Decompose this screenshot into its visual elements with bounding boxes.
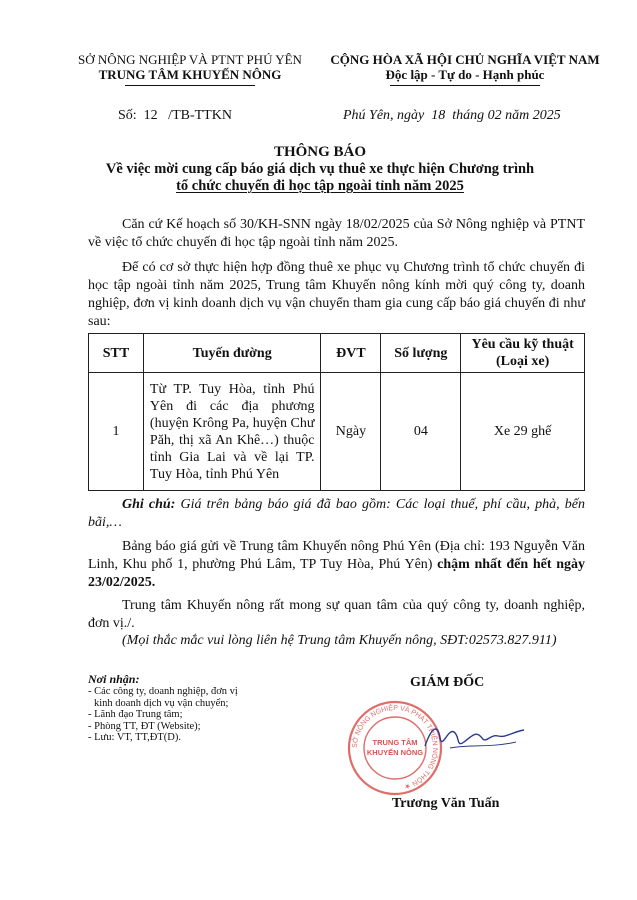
country-line1: CỘNG HÒA XÃ HỘI CHỦ NGHĨA VIỆT NAM — [330, 52, 600, 67]
paragraph-send — [88, 538, 585, 592]
deadline-text: chậm nhất đến hết ngày 23/02/2025. — [88, 557, 585, 590]
paragraph-basis: Căn cứ Kế hoạch số 30/KH-SNN ngày 18/02/2025 của Sở Nông nghiệp và PTNT về việc tổ chức chuyến đi học tập ngoài tỉnh năm 2025. — [88, 217, 585, 250]
agency-line1: SỞ NÔNG NGHIỆP VÀ PTNT PHÚ YÊN — [78, 52, 302, 67]
notice-subject-line1: Về việc mời cung cấp báo giá dịch vụ thuê xe thực hiện Chương trình — [105, 161, 535, 177]
svg-text:SỞ NÔNG NGHIỆP VÀ PHÁT TRIỂN N: SỞ NÔNG NGHIỆP VÀ PHÁT TRIỂN NÔNG THÔN ★ — [351, 704, 439, 790]
recipients-block — [88, 672, 288, 744]
handwritten-signature-icon — [420, 718, 530, 758]
place-date: Phú Yên, ngày 18 tháng 02 năm 2025 — [343, 108, 561, 123]
col-header-route: Tuyến đường — [143, 334, 321, 373]
table-header-row — [89, 334, 585, 373]
country-header — [320, 52, 610, 86]
req-line2: (Loại xe) — [496, 354, 550, 369]
recipient-item: - Phòng TT, ĐT (Website); — [88, 720, 201, 732]
note-label: Ghi chú: — [122, 497, 176, 512]
req-line1: Yêu cầu kỹ thuật — [471, 337, 574, 352]
director-title: GIÁM ĐỐC — [410, 675, 485, 690]
doc-number: Số: 12 /TB-TTKN — [118, 108, 232, 123]
motto-underline — [390, 85, 540, 86]
agency-line2: TRUNG TÂM KHUYẾN NÔNG — [98, 67, 282, 82]
contact-note: (Mọi thắc mắc vui lòng liên hệ Trung tâm Khuyến nông, SĐT:02573.827.911) — [122, 633, 557, 648]
cell-qty: 04 — [381, 373, 461, 491]
country-line2: Độc lập - Tự do - Hạnh phúc — [385, 67, 545, 82]
col-header-requirement — [461, 334, 585, 373]
paragraph-invitation: Để có cơ sở thực hiện hợp đồng thuê xe phục vụ Chương trình tổ chức chuyến đi học tập ngoài tỉnh năm 2025, Trung tâm Khuyến nông kính mời quý công ty, doanh nghiệp, đơn vị kinh doanh dịch vụ vận chuyển tham gia cung cấp báo giá chuyến đi như sau: — [88, 260, 585, 329]
recipient-item: - Lãnh đạo Trung tâm; — [88, 709, 183, 720]
table-row — [89, 373, 585, 491]
cell-route: Từ TP. Tuy Hòa, tỉnh Phú Yên đi các địa phương (huyện Krông Pa, huyện Chư Păh, thị xã An Khê…) thuộc tỉnh Gia Lai và về lại TP. Tuy Hòa, tỉnh Phú Yên — [143, 373, 321, 491]
recipient-item: kinh doanh dịch vụ vận chuyển; — [94, 697, 229, 709]
cell-stt: 1 — [89, 373, 144, 491]
note-text: Giá trên bảng báo giá đã bao gồm: Các loại thuế, phí cầu, phà, bến bãi,… — [88, 497, 586, 530]
col-header-unit: ĐVT — [321, 334, 381, 373]
send-text: Bảng báo giá gửi về Trung tâm Khuyến nông Phú Yên (Địa chỉ: 193 Nguyễn Văn Linh, Khu phố 1, phường Phú Lâm, TP Tuy Hòa, Phú Yên) — [88, 539, 585, 572]
paragraph-closing: Trung tâm Khuyến nông rất mong sự quan tâm của quý công ty, doanh nghiệp, đơn vị./. — [88, 598, 585, 631]
notice-subject-line2 — [60, 178, 580, 195]
recipient-item: - Lưu: VT, TT,ĐT(D). — [88, 732, 181, 743]
subject-text: tổ chức chuyến đi học tập ngoài tỉnh năm 2025 — [176, 178, 464, 194]
svg-text:KHUYẾN NÔNG: KHUYẾN NÔNG — [366, 748, 424, 757]
quote-table — [88, 333, 585, 491]
note — [88, 496, 585, 532]
director-name: Trương Văn Tuấn — [392, 796, 500, 811]
recipients-label: Nơi nhận: — [88, 672, 140, 686]
recipient-item: - Các công ty, doanh nghiệp, đơn vị — [88, 686, 238, 697]
cell-requirement: Xe 29 ghế — [461, 373, 585, 491]
notice-title — [60, 144, 580, 195]
notice-heading: THÔNG BÁO — [273, 144, 367, 160]
agency-underline — [125, 85, 255, 86]
agency-header — [70, 52, 310, 86]
col-header-stt: STT — [89, 334, 144, 373]
svg-text:TRUNG TÂM: TRUNG TÂM — [372, 738, 418, 747]
cell-unit: Ngày — [321, 373, 381, 491]
col-header-qty: Số lượng — [381, 334, 461, 373]
